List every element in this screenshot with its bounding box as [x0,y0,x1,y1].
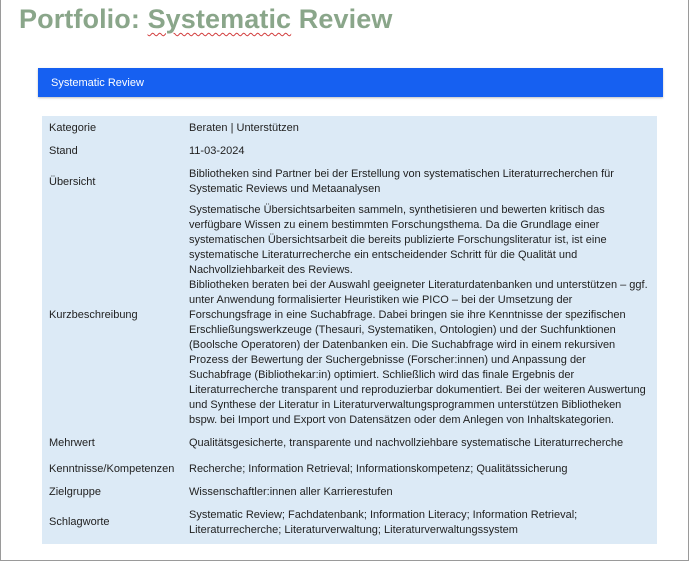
title-prefix: Portfolio: [19,4,148,34]
mehrwert-label: Mehrwert [49,437,95,449]
kenntnisse-value: Recherche; Information Retrieval; Informationskompetenz; Qualitätssicherung [189,462,568,475]
section-header: Systematic Review [38,68,663,97]
row-schlagworte [42,503,657,544]
row-kenntnisse [42,457,657,481]
row-uebersicht [42,163,657,201]
zielgruppe-value: Wissenschaftler:innen aller Karrierestufen [189,485,393,498]
kenntnisse-label: Kenntnisse/Kompetenzen [49,462,175,475]
schlagworte-value: Systematic Review; Fachdatenbank; Information Literacy; Information Retrieval; Literaturrecherche; Literaturverwaltung; Literaturverwaltungssystem [189,508,578,536]
row-kategorie [42,116,657,140]
kategorie-value: Beraten | Unterstützen [189,122,299,134]
uebersicht-label: Übersicht [49,175,96,188]
kurzbeschreibung-paragraph-2: Bibliotheken beraten bei der Auswahl geeigneter Literaturdatenbanken und unterstützen – ggf. unter Anwendung formalisierter Heuristiken wie PICO – bei der Umsetzung der Forschungsfrage in eine Suchabfrage. Dabei bringen sie ihre Kenntnisse der spezifischen Erschließungswerkzeuge (Thesauri, Systematiken, Ontologien) und der Suchfunktionen (Boolsche Operatoren) der Datenbanken ein. Die Suchabfrage wird in einem rekursiven Prozess der Bewertung der Suchergebnisse (Forscher:innen) und Anpassung der Suchabfrage (Bibliothekar:in) optimiert. Schließlich wird das finale Ergebnis der Literaturrecherche transparent und reproduzierbar dokumentiert. Bei der weiteren Auswertung und Synthese der Literatur in Literaturverwaltungsprogrammen unterstützen Bibliotheken bspw. bei Import und Export von Datensätzen oder dem Anlegen von Inhaltskategorien. [189,279,648,426]
row-kurzbeschreibung [42,201,657,430]
kategorie-label: Kategorie [49,122,97,134]
kurzbeschreibung-paragraph-1: Systematische Übersichtsarbeiten sammeln, synthetisieren und bewerten kritisch das verfügbare Wissen zu einem bestimmten Forschungsthema. Da die Grundlage einer systematischen Übersichtsarbeit die bereits publizierte Forschungsliteratur ist, ist eine systematische Literaturrecherche ein entscheidender Schritt für die Qualität und Nachvollziehbarkeit des Reviews. [189,204,607,276]
row-mehrwert [42,430,657,457]
row-zielgruppe [42,481,657,503]
info-table [42,116,657,544]
kurzbeschreibung-label: Kurzbeschreibung [49,309,138,321]
stand-label: Stand [49,145,78,157]
row-stand [42,140,657,163]
title-review: Review [291,4,393,34]
kurzbeschreibung-value [189,201,657,430]
mehrwert-value: Qualitätsgesicherte, transparente und nachvollziehbare systematische Literaturrecherche [189,437,624,449]
page-title [19,4,392,35]
title-systematic: Systematic [147,4,292,34]
uebersicht-value: Bibliotheken sind Partner bei der Erstellung von systematischen Literaturrecherchen für Systematic Reviews und Metaanalysen [189,168,614,195]
stand-value: 11-03-2024 [189,145,245,157]
schlagworte-label: Schlagworte [49,516,110,528]
zielgruppe-label: Zielgruppe [49,485,101,498]
